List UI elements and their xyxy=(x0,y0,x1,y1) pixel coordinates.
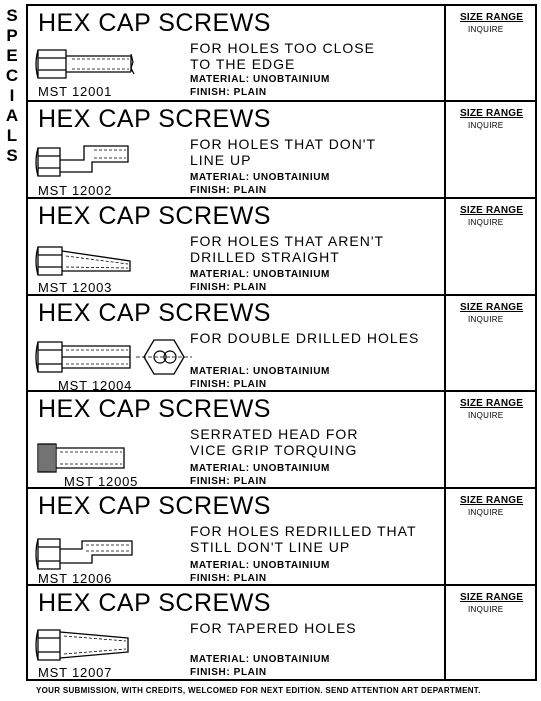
material-spec: MATERIAL: UNOBTAINIUM xyxy=(190,74,330,85)
entry-main xyxy=(28,489,446,584)
size-range-value: INQUIRE xyxy=(468,605,504,614)
size-range-cell xyxy=(446,392,535,487)
size-range-value: INQUIRE xyxy=(468,508,504,517)
part-number: MST 12007 xyxy=(38,665,113,680)
entry-main xyxy=(28,199,446,294)
size-range-label: SIZE RANGE xyxy=(460,495,524,506)
description-line: VICE GRIP TORQUING xyxy=(190,442,358,458)
screw-tapered-icon xyxy=(36,624,146,668)
size-range-cell xyxy=(446,586,535,679)
size-range-value: INQUIRE xyxy=(468,218,504,227)
description-line: DRILLED STRAIGHT xyxy=(190,249,340,265)
part-number: MST 12002 xyxy=(38,183,113,198)
entry-description xyxy=(190,40,375,72)
finish-spec: FINISH: PLAIN xyxy=(190,87,267,98)
size-range-cell xyxy=(446,6,535,100)
description-line: TO THE EDGE xyxy=(190,56,296,72)
description-line: LINE UP xyxy=(190,152,252,168)
size-range-cell xyxy=(446,489,535,584)
entry-title: HEX CAP SCREWS xyxy=(38,202,271,230)
part-number: MST 12006 xyxy=(38,571,113,586)
description-line: FOR HOLES THAT AREN'T xyxy=(190,233,385,249)
size-range-value: INQUIRE xyxy=(468,25,504,34)
size-range-cell xyxy=(446,296,535,390)
screw-edge-icon xyxy=(36,44,146,84)
size-range-value: INQUIRE xyxy=(468,315,504,324)
entry-title: HEX CAP SCREWS xyxy=(38,9,271,37)
entry-description xyxy=(190,233,384,265)
finish-spec: FINISH: PLAIN xyxy=(190,476,267,487)
sidebar-letter: S xyxy=(6,6,18,25)
size-range-label: SIZE RANGE xyxy=(460,12,524,23)
sidebar-letter: S xyxy=(6,146,18,165)
entry-description xyxy=(190,523,417,555)
material-spec: MATERIAL: UNOBTAINIUM xyxy=(190,463,330,474)
material-spec: MATERIAL: UNOBTAINIUM xyxy=(190,560,330,571)
catalog-entry xyxy=(28,586,535,679)
entry-main xyxy=(28,296,446,393)
catalog-entry xyxy=(28,199,535,296)
size-range-label: SIZE RANGE xyxy=(460,302,524,313)
entry-main xyxy=(28,102,446,197)
part-number: MST 12005 xyxy=(64,474,139,489)
size-range-cell xyxy=(446,102,535,197)
description-line: FOR DOUBLE DRILLED HOLES xyxy=(190,330,420,346)
sidebar-letter: A xyxy=(5,106,19,125)
footer-note: YOUR SUBMISSION, WITH CREDITS, WELCOMED FOR NEXT EDITION. SEND ATTENTION ART DEPARTMENT. xyxy=(36,686,481,695)
size-range-value: INQUIRE xyxy=(468,411,504,420)
sidebar-letter: P xyxy=(6,26,18,45)
catalog-entry xyxy=(28,102,535,199)
size-range-label: SIZE RANGE xyxy=(460,205,524,216)
description-line: FOR HOLES TOO CLOSE xyxy=(190,40,375,56)
size-range-label: SIZE RANGE xyxy=(460,108,524,119)
finish-spec: FINISH: PLAIN xyxy=(190,667,267,678)
description-line: FOR HOLES THAT DON'T xyxy=(190,136,377,152)
entry-title: HEX CAP SCREWS xyxy=(38,105,271,133)
catalog-entry xyxy=(28,489,535,586)
material-spec: MATERIAL: UNOBTAINIUM xyxy=(190,269,330,280)
material-spec: MATERIAL: UNOBTAINIUM xyxy=(190,654,330,665)
description-line: FOR TAPERED HOLES xyxy=(190,620,357,636)
specials-sidebar xyxy=(0,6,24,166)
entry-title: HEX CAP SCREWS xyxy=(38,395,271,423)
material-spec: MATERIAL: UNOBTAINIUM xyxy=(190,366,330,377)
material-spec: MATERIAL: UNOBTAINIUM xyxy=(190,172,330,183)
entry-description xyxy=(190,620,357,636)
catalog-entry xyxy=(28,296,535,392)
size-range-label: SIZE RANGE xyxy=(460,398,524,409)
entry-title: HEX CAP SCREWS xyxy=(38,492,271,520)
finish-spec: FINISH: PLAIN xyxy=(190,282,267,293)
screw-offset-icon xyxy=(36,142,146,184)
sidebar-letter: C xyxy=(5,66,19,85)
part-number: MST 12001 xyxy=(38,84,113,99)
finish-spec: FINISH: PLAIN xyxy=(190,379,267,390)
catalog-entry xyxy=(28,6,535,102)
entry-title: HEX CAP SCREWS xyxy=(38,589,271,617)
screw-double-icon xyxy=(36,334,206,380)
entry-description xyxy=(190,136,376,168)
entry-description xyxy=(190,330,419,346)
sidebar-letter: I xyxy=(9,86,15,105)
part-number: MST 12003 xyxy=(38,280,113,295)
description-line: SERRATED HEAD FOR xyxy=(190,426,359,442)
size-range-label: SIZE RANGE xyxy=(460,592,524,603)
entry-main xyxy=(28,392,446,487)
description-line: FOR HOLES REDRILLED THAT xyxy=(190,523,417,539)
entry-main xyxy=(28,6,446,100)
sidebar-letter: E xyxy=(6,46,18,65)
description-line: STILL DON'T LINE UP xyxy=(190,539,351,555)
entry-main xyxy=(28,586,446,679)
entry-description xyxy=(190,426,358,458)
catalog-table xyxy=(26,4,537,681)
size-range-cell xyxy=(446,199,535,294)
screw-angled-icon xyxy=(36,239,146,283)
entry-title: HEX CAP SCREWS xyxy=(38,299,271,327)
screw-serrated-icon xyxy=(36,438,146,478)
finish-spec: FINISH: PLAIN xyxy=(190,185,267,196)
size-range-value: INQUIRE xyxy=(468,121,504,130)
finish-spec: FINISH: PLAIN xyxy=(190,573,267,584)
part-number: MST 12004 xyxy=(58,378,133,393)
sidebar-letter: L xyxy=(6,126,18,145)
catalog-entry xyxy=(28,392,535,489)
